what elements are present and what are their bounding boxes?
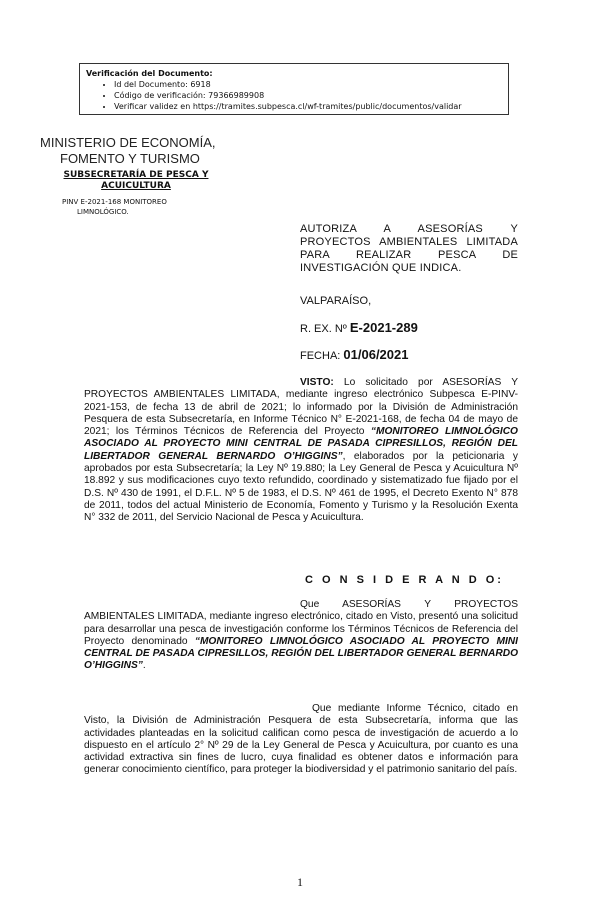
resolution-number bbox=[300, 320, 418, 335]
visto-text-b: , elaborados por la peticionaria y aprobados por esta Subsecretaría; la Ley Nº 19.880; la Ley General de Pesca y Acuicultura Nº 18.892 y sus modificaciones cuyo texto refundido, coordinado y sistematizado fue fijado por el D.S. Nº 430 de 1991, el D.F.L. Nº 5 de 1983, el D.S. Nº 461 de 1995, el Decreto Exento N° 878 de 2011, todos del actual Ministerio de Economía, Fomento y Turismo y la Resolución Exenta N° 332 de 2011, del Servicio Nacional de Pesca y Acuicultura. bbox=[84, 450, 518, 524]
visto-text-a: Lo solicitado por ASESORÍAS Y PROYECTOS AMBIENTALES LIMITADA, mediante ingreso electrónico Subpesca E-PINV-2021-153, de fecha 13 de abril de 2021; lo informado por la División de Administración Pesquera de esta Subsecretaría, en Informe Técnico N° E-2021-168, de fecha 04 de mayo de 2021; los Términos Técnicos de Referencia del Proyecto bbox=[84, 377, 518, 438]
considerando-1-text-b: . bbox=[142, 660, 146, 672]
resolution-date bbox=[300, 347, 408, 362]
reference-line1: PINV E-2021-168 MONITOREO bbox=[62, 198, 167, 206]
verification-id: • Id del Documento: 6918 bbox=[114, 79, 502, 90]
considerando-1-project-name: “MONITOREO LIMNOLÓGICO ASOCIADO AL PROYECTO MINI CENTRAL DE PASADA CIPRESILLOS, REGIÓN DEL LIBERTADOR GENERAL BERNARDO O’HIGGINS” bbox=[84, 635, 518, 672]
date-value: 01/06/2021 bbox=[343, 347, 409, 362]
date-label: FECHA: bbox=[300, 350, 341, 362]
visto-paragraph bbox=[84, 377, 518, 525]
considerando-paragraph-2: Que mediante Informe Técnico, citado en Visto, la División de Administración Pesquera de esta Subsecretaría, informa que las actividades planteadas en la solicitud califican como pesca de investigación de acuerdo a lo dispuesto en el artículo 2° Nº 29 de la Ley General de Pesca y Acuicultura, por cuanto es una actividad extractiva sin fines de lucro, cuya finalidad es obtener datos e información para generar conocimiento científico, para proteger la biodiversidad y el patrimonio sanitario del país. bbox=[84, 703, 518, 776]
ministry-name-line2: FOMENTO Y TURISMO bbox=[60, 151, 200, 166]
considerando-heading: C O N S I D E R A N D O: bbox=[305, 574, 504, 586]
reference-line2: LIMNOLÓGICO. bbox=[77, 208, 129, 216]
subsecretaria-line1: SUBSECRETARÍA DE PESCA Y bbox=[63, 170, 209, 180]
resolution-title: AUTORIZA A ASESORÍAS Y PROYECTOS AMBIENTALES LIMITADA PARA REALIZAR PESCA DE INVESTIGACIÓN QUE INDICA. bbox=[300, 223, 518, 274]
verification-list bbox=[86, 79, 502, 112]
considerando-paragraph-1 bbox=[84, 599, 518, 673]
considerando-1-text-a: Que ASESORÍAS Y PROYECTOS AMBIENTALES LIMITADA, mediante ingreso electrónico, citado en Visto, presentó una solicitud para desarrollar una pesca de investigación conforme los Términos Técnicos de Referencia del Proyecto denominado bbox=[84, 599, 518, 647]
ministry-name-line1: MINISTERIO DE ECONOMÍA, bbox=[40, 135, 216, 150]
place: VALPARAÍSO, bbox=[300, 295, 372, 307]
subsecretaria-line2: ACUICULTURA bbox=[101, 181, 171, 191]
resolution-label: R. EX. Nº bbox=[300, 323, 347, 335]
verification-title: Verificación del Documento: bbox=[86, 69, 213, 78]
verification-url[interactable]: • Verificar validez en https://tramites.subpesca.cl/wf-tramites/public/documentos/validar bbox=[114, 101, 502, 112]
resolution-value: E-2021-289 bbox=[349, 320, 418, 335]
verification-box bbox=[79, 63, 509, 115]
page-number: 1 bbox=[297, 875, 303, 889]
visto-label: VISTO: bbox=[300, 377, 334, 388]
visto-project-name: “MONITOREO LIMNOLÓGICO ASOCIADO AL PROYECTO MINI CENTRAL DE PASADA CIPRESILLOS, REGIÓN DEL LIBERTADOR GENERAL BERNARDO O’HIGGINS” bbox=[84, 426, 518, 462]
verification-code: • Código de verificación: 79366989908 bbox=[114, 90, 502, 101]
